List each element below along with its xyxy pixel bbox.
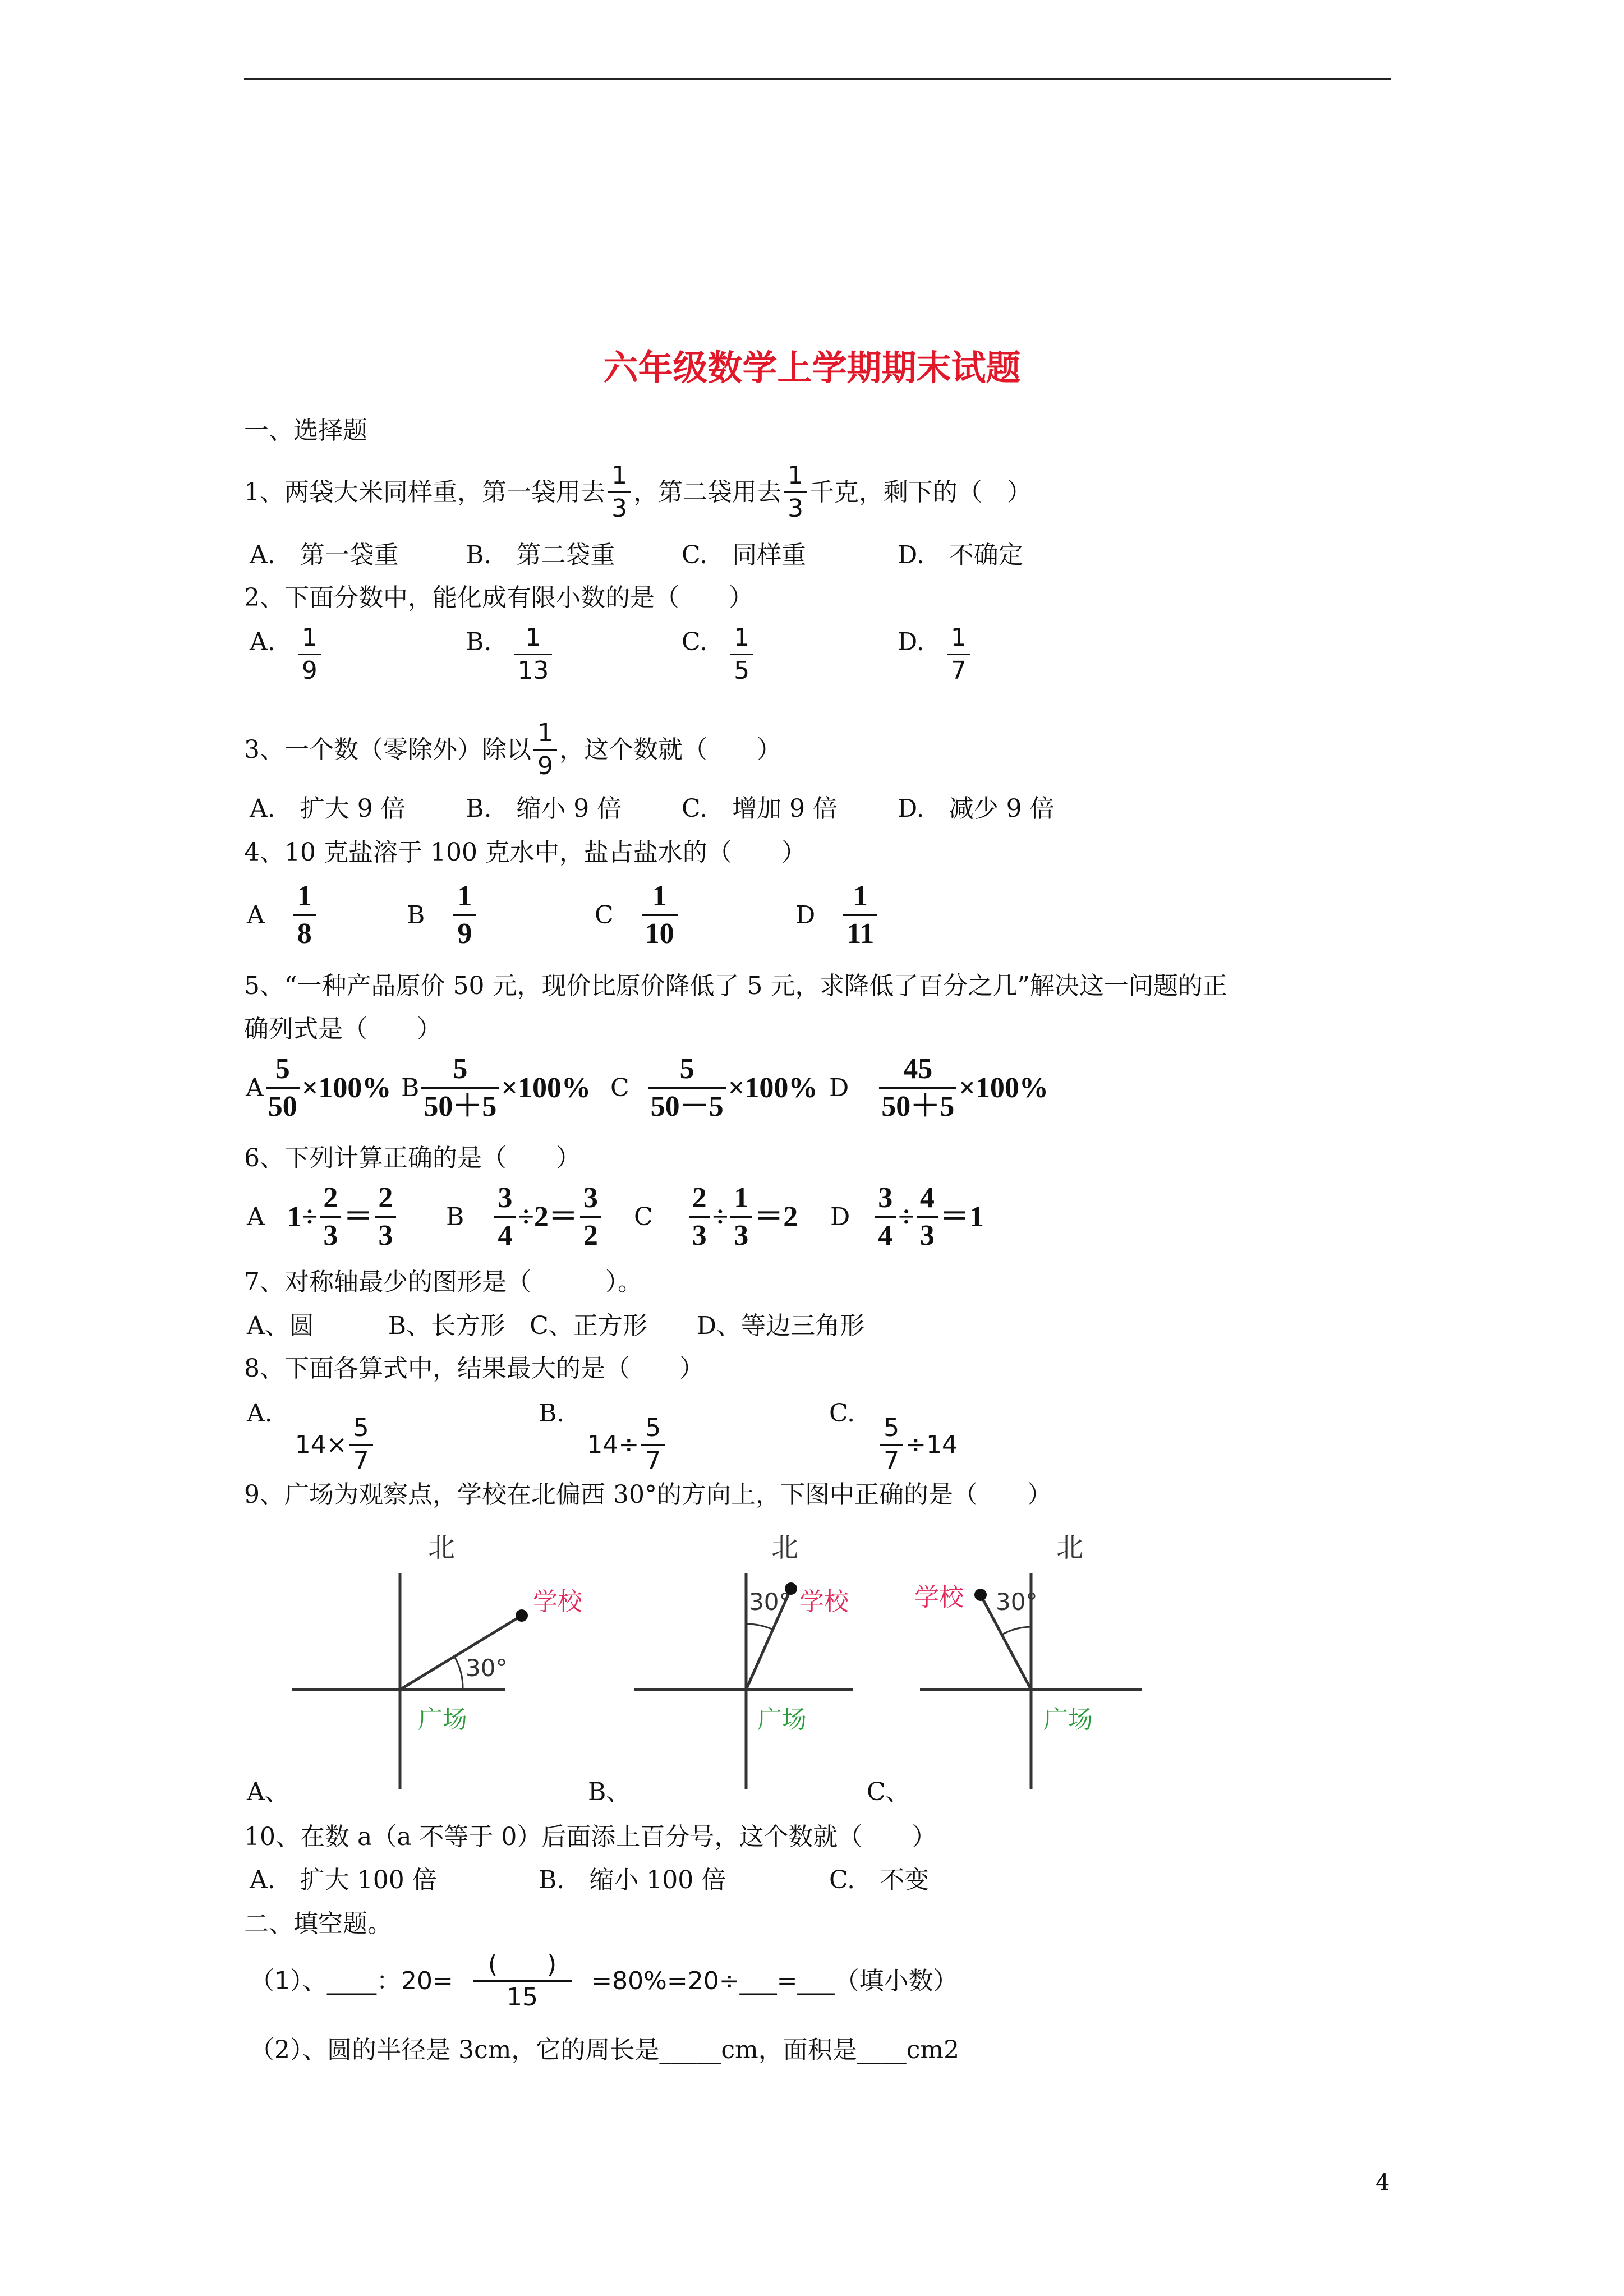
header-rule: [244, 78, 1391, 80]
q1-option-d: D. 不确定: [898, 541, 1023, 569]
question-2: 2、下面分数中，能化成有限小数的是（ ）: [244, 583, 753, 612]
page-title: 六年级数学上学期期末试题: [603, 347, 1021, 388]
q9-label-a: A、: [247, 1778, 289, 1806]
q1-option-a: A. 第一袋重: [250, 541, 399, 569]
q4-option-d: D $\frac{1}{11}$: [795, 882, 880, 949]
school-label-c: 学校: [914, 1583, 964, 1612]
q1-text-c: 千克，剩下的（ ）: [809, 477, 1032, 507]
q4-option-a: A $\frac{1}{8}$: [247, 882, 319, 949]
q3-fraction: $\frac{1}{9}$: [533, 721, 557, 779]
north-label-c: 北: [1056, 1532, 1084, 1563]
diagram-b: [634, 1532, 853, 1789]
square-label-a: 广场: [418, 1705, 467, 1734]
north-label-b: 北: [771, 1532, 799, 1563]
school-label-a: 学校: [533, 1588, 582, 1616]
q2-option-a: A. $\frac{1}{9}$: [250, 625, 324, 683]
q8-option-c: C. $\frac{5}{7}$ ÷14: [829, 1399, 958, 1475]
angle-arc-b: [746, 1624, 773, 1630]
q7-options: A、圆 B、长方形 C、正方形 D、等边三角形: [247, 1312, 865, 1340]
north-label-a: 北: [428, 1532, 456, 1563]
q4-option-c: C $\frac{1}{10}$: [595, 882, 680, 949]
question-4: 4、10 克盐溶于 100 克水中，盐占盐水的（ ）: [244, 838, 806, 867]
q9-label-c: C、: [867, 1778, 910, 1806]
q5-option-b: B $\frac{5}{50+5}$ ×100%: [401, 1053, 591, 1122]
q1-option-b: B. 第二袋重: [466, 541, 615, 569]
q9-direction-diagrams: [269, 1526, 1167, 1818]
fill-question-2: （2）、圆的半径是 3cm，它的周长是_____cm，面积是____cm2: [250, 2036, 960, 2064]
q10-option-a: A. 扩大 100 倍: [250, 1866, 437, 1894]
question-6: 6、下列计算正确的是（ ）: [244, 1144, 581, 1172]
q1-text-a: 1、两袋大米同样重，第一袋用去: [244, 477, 605, 507]
school-label-b: 学校: [799, 1588, 849, 1616]
q5-option-c: C $\frac{5}{50-5}$ ×100%: [610, 1053, 818, 1122]
q1-fraction-1: $\frac{1}{3}$: [608, 463, 631, 521]
q1-fraction-2: $\frac{1}{3}$: [784, 463, 807, 521]
section-fill-blank: 二、填空题。: [244, 1910, 392, 1938]
q2-option-d: D. $\frac{1}{7}$: [898, 625, 973, 683]
angle-label-b: 30°: [749, 1588, 791, 1616]
fill-question-1: （1）、____：20= $\frac{( )}{15}$ =80%=20÷___=___（填小数）: [250, 1950, 958, 2012]
q4-option-b: B $\frac{1}{9}$: [407, 882, 479, 949]
question-10: 10、在数 a（a 不等于 0）后面添上百分号，这个数就（ ）: [244, 1823, 937, 1851]
q8-option-b: B. 14÷ $\frac{5}{7}$: [539, 1397, 667, 1474]
q3-option-d: D. 减少 9 倍: [898, 794, 1055, 823]
q3-option-a: A. 扩大 9 倍: [250, 794, 406, 823]
question-1: [244, 463, 1032, 521]
school-point-a: [516, 1609, 528, 1622]
diagram-a: [292, 1532, 583, 1789]
q1-option-c: C. 同样重: [682, 541, 807, 569]
question-5-line-2: 确列式是（ ）: [244, 1015, 441, 1043]
question-9: 9、广场为观察点，学校在北偏西 30°的方向上，下图中正确的是（ ）: [244, 1480, 1052, 1509]
fill-1-fraction: $\frac{( )}{15}$: [454, 1952, 590, 2010]
angle-label-a: 30°: [466, 1654, 508, 1682]
page-number: 4: [1375, 2170, 1390, 2196]
q8-option-a: A. 14× $\frac{5}{7}$: [247, 1397, 375, 1474]
q2-option-c: C. $\frac{1}{5}$: [682, 625, 756, 683]
q5-option-a: A $\frac{5}{50}$ ×100%: [246, 1053, 392, 1122]
q6-option-a: A 1÷ $\frac{2}{3}$ ＝ $\frac{2}{3}$: [247, 1184, 398, 1250]
school-point-c: [974, 1589, 987, 1601]
question-5-line-1: 5、“一种产品原价 50 元，现价比原价降低了 5 元，求降低了百分之几”解决这一问题的正: [244, 972, 1227, 1000]
angle-arc-a: [454, 1657, 463, 1690]
square-label-c: 广场: [1043, 1705, 1093, 1734]
angle-arc-c: [1002, 1627, 1031, 1635]
q6-option-c: C $\frac{2}{3}$ ÷ $\frac{1}{3}$ ＝2: [634, 1182, 798, 1251]
question-3: 3、一个数（零除外）除以 $\frac{1}{9}$ ，这个数就（ ）: [244, 719, 781, 780]
q6-option-d: D $\frac{3}{4}$ ÷ $\frac{4}{3}$ ＝1: [830, 1182, 984, 1251]
angle-label-c: 30°: [996, 1588, 1038, 1616]
q10-option-b: B. 缩小 100 倍: [539, 1866, 726, 1894]
q3-option-b: B. 缩小 9 倍: [466, 794, 622, 823]
q6-option-b: B $\frac{3}{4}$ ÷2＝ $\frac{3}{2}$: [446, 1184, 604, 1250]
section-choice: 一、选择题: [244, 416, 367, 445]
square-label-b: 广场: [757, 1705, 807, 1734]
q3-option-c: C. 增加 9 倍: [682, 794, 838, 823]
q10-option-c: C. 不变: [829, 1866, 930, 1894]
q5-option-d: D $\frac{45}{50+5}$ ×100%: [829, 1053, 1048, 1122]
q9-label-b: B、: [588, 1778, 631, 1806]
question-7: 7、对称轴最少的图形是（ ）。: [244, 1268, 642, 1296]
question-8: 8、下面各算式中，结果最大的是（ ）: [244, 1354, 704, 1383]
q2-option-b: B. $\frac{1}{13}$: [466, 625, 554, 683]
diagram-c: [914, 1532, 1142, 1789]
q1-text-b: ，第二袋用去: [633, 477, 781, 507]
